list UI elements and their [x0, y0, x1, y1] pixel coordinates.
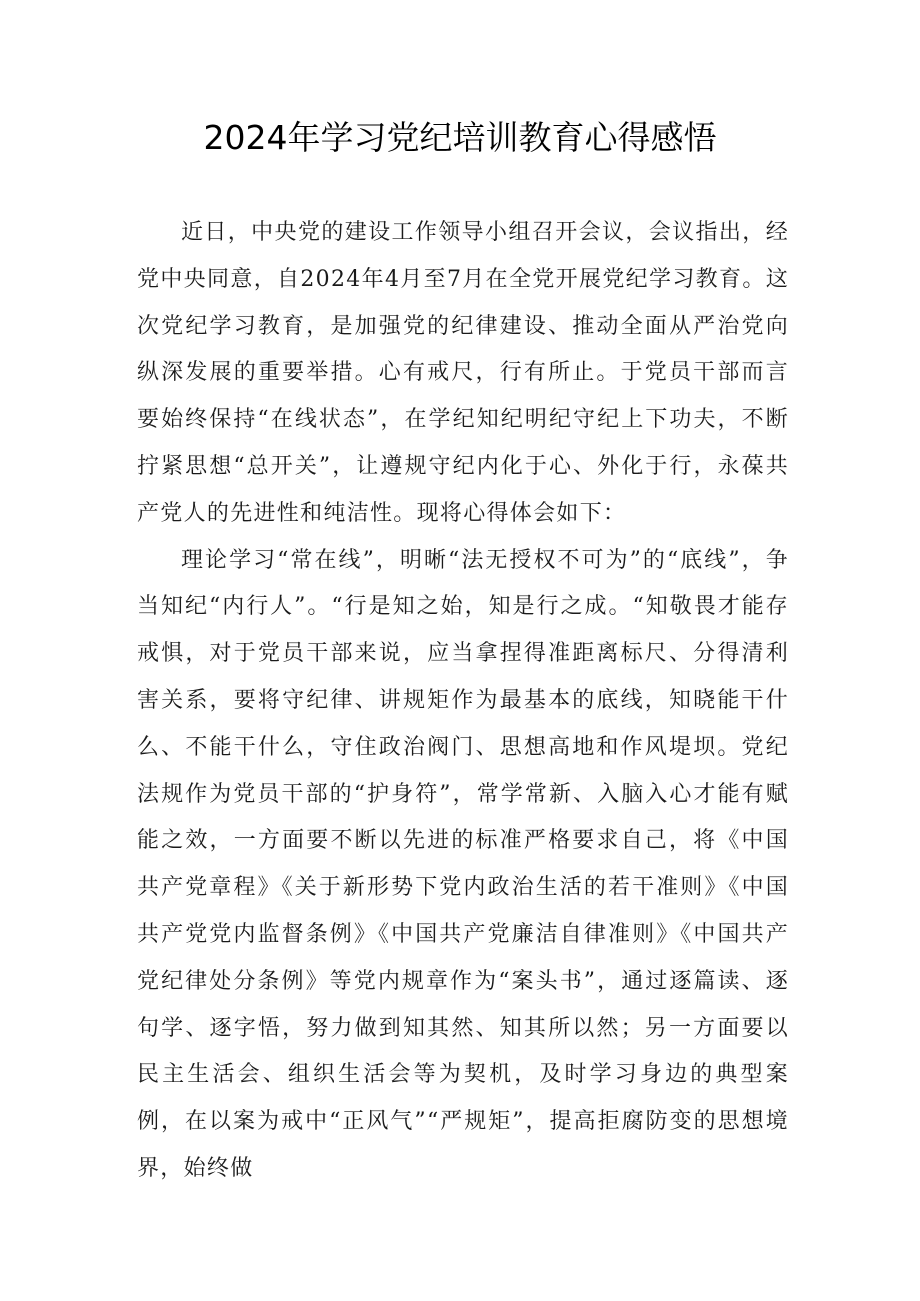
- document-body: [137, 210, 789, 1193]
- paragraph-theory-study: 理论学习“常在线”，明晰“法无授权不可为”的“底线”，争当知纪“内行人”。“行是知之始，知是行之成。“知敬畏才能存戒惧，对于党员干部来说，应当拿捏得准距离标尺、分得清利害关系，要将守纪律、讲规矩作为最基本的底线，知晓能干什么、不能干什么，守住政治阀门、思想高地和作风堤坝。党纪法规作为党员干部的“护身符”，常学常新、入脑入心才能有赋能之效，一方面要不断以先进的标准严格要求自己，将《中国共产党章程》《关于新形势下党内政治生活的若干准则》《中国共产党党内监督条例》《中国共产党廉洁自律准则》《中国共产党纪律处分条例》等党内规章作为“案头书”，通过逐篇读、逐句学、逐字悟，努力做到知其然、知其所以然；另一方面要以民主生活会、组织生活会等为契机，及时学习身边的典型案例，在以案为戒中“正风气”“严规矩”，提高拒腐防变的思想境界，始终做: [137, 547, 789, 1181]
- paragraph-intro: 近日，中央党的建设工作领导小组召开会议，会议指出，经党中央同意，自2024年4月至7月在全党开展党纪学习教育。这次党纪学习教育，是加强党的纪律建设、推动全面从严治党向纵深发展的重要举措。心有戒尺，行有所止。于党员干部而言要始终保持“在线状态”，在学纪知纪明纪守纪上下功夫，不断拧紧思想“总开关”，让遵规守纪内化于心、外化于行，永葆共产党人的先进性和纯洁性。现将心得体会如下：: [137, 220, 789, 526]
- document-title: 2024年学习党纪培训教育心得感悟: [203, 118, 717, 157]
